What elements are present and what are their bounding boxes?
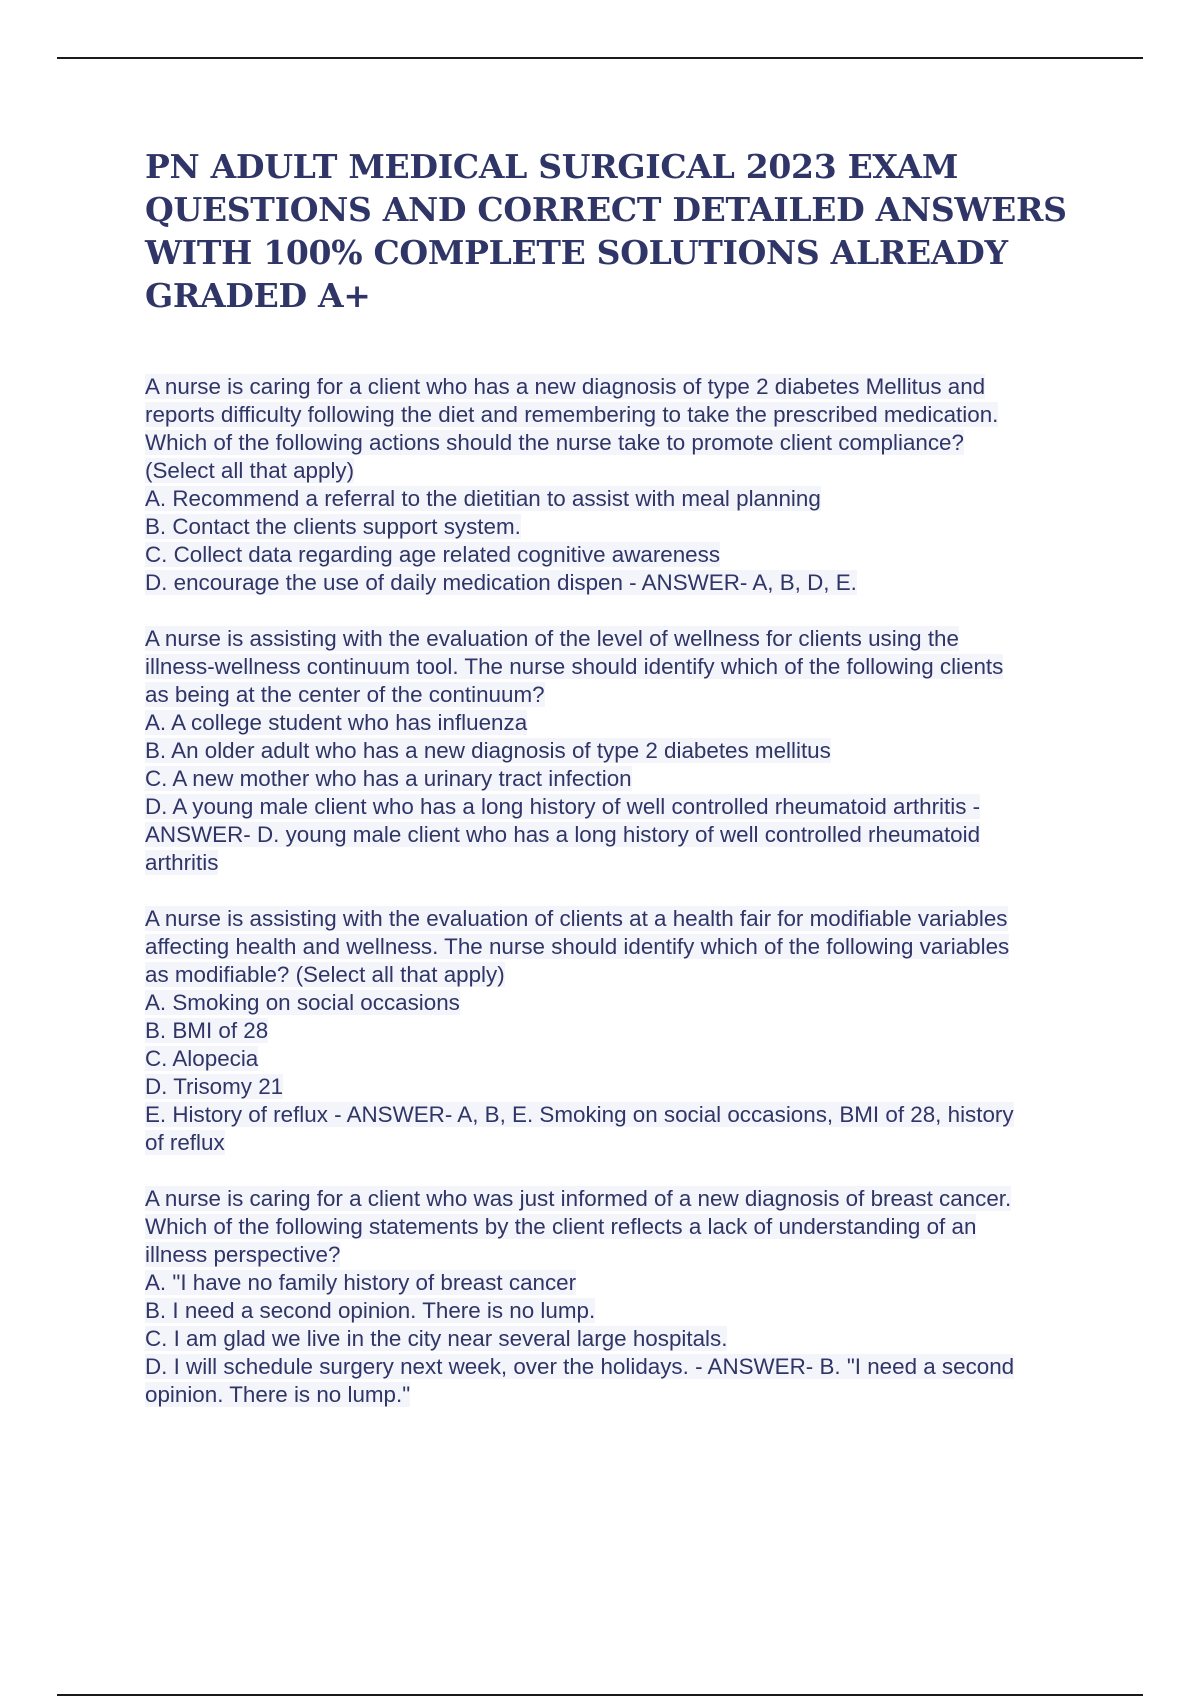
title-line: WITH 100% COMPLETE SOLUTIONS ALREADY bbox=[145, 233, 1008, 272]
answer-option: C. A new mother who has a urinary tract infection bbox=[145, 766, 632, 791]
question-line: as modifiable? (Select all that apply) bbox=[145, 962, 505, 987]
answer-option: A. A college student who has influenza bbox=[145, 710, 528, 735]
question-line: A nurse is caring for a client who has a new diagnosis of type 2 diabetes Mellitus and bbox=[145, 374, 986, 399]
question-line: A nurse is caring for a client who was just informed of a new diagnosis of breast cancer. bbox=[145, 1186, 1012, 1211]
page-title bbox=[145, 145, 1105, 317]
question-list bbox=[145, 373, 1095, 1437]
answer-option: B. An older adult who has a new diagnosis of type 2 diabetes mellitus bbox=[145, 738, 831, 763]
answer-option: B. Contact the clients support system. bbox=[145, 514, 521, 539]
question-line: as being at the center of the continuum? bbox=[145, 682, 545, 707]
bottom-rule bbox=[57, 1694, 1143, 1696]
title-line: GRADED A+ bbox=[145, 276, 371, 315]
answer-key-line: of reflux bbox=[145, 1130, 225, 1155]
answer-option: C. Alopecia bbox=[145, 1046, 259, 1071]
question-line: Which of the following statements by the client reflects a lack of understanding of an bbox=[145, 1214, 977, 1239]
question-block-1 bbox=[145, 373, 1095, 597]
title-line: PN ADULT MEDICAL SURGICAL 2023 EXAM bbox=[145, 147, 959, 186]
answer-key-line: D. encourage the use of daily medication dispen - ANSWER- A, B, D, E. bbox=[145, 570, 857, 595]
answer-key-line: ANSWER- D. young male client who has a long history of well controlled rheumatoid bbox=[145, 822, 981, 847]
question-block-2 bbox=[145, 625, 1095, 877]
answer-option: D. Trisomy 21 bbox=[145, 1074, 284, 1099]
answer-option: D. A young male client who has a long history of well controlled rheumatoid arthritis - bbox=[145, 794, 981, 819]
top-rule bbox=[57, 57, 1143, 59]
answer-option: A. Smoking on social occasions bbox=[145, 990, 460, 1015]
answer-key-line: D. I will schedule surgery next week, over the holidays. - ANSWER- B. "I need a second bbox=[145, 1354, 1015, 1379]
question-line: A nurse is assisting with the evaluation of the level of wellness for clients using the bbox=[145, 626, 959, 651]
question-line: Which of the following actions should the nurse take to promote client compliance? bbox=[145, 430, 964, 455]
question-line: (Select all that apply) bbox=[145, 458, 355, 483]
answer-option: A. Recommend a referral to the dietitian to assist with meal planning bbox=[145, 486, 821, 511]
question-block-4 bbox=[145, 1185, 1095, 1409]
answer-option: A. "I have no family history of breast cancer bbox=[145, 1270, 577, 1295]
question-line: reports difficulty following the diet and remembering to take the prescribed medication. bbox=[145, 402, 999, 427]
answer-key-line: opinion. There is no lump." bbox=[145, 1382, 411, 1407]
question-line: A nurse is assisting with the evaluation of clients at a health fair for modifiable variables bbox=[145, 906, 1008, 931]
question-line: affecting health and wellness. The nurse should identify which of the following variables bbox=[145, 934, 1010, 959]
answer-option: C. I am glad we live in the city near several large hospitals. bbox=[145, 1326, 728, 1351]
answer-option: B. I need a second opinion. There is no lump. bbox=[145, 1298, 596, 1323]
question-block-3 bbox=[145, 905, 1095, 1157]
title-line: QUESTIONS AND CORRECT DETAILED ANSWERS bbox=[145, 190, 1067, 229]
answer-key-line: E. History of reflux - ANSWER- A, B, E. Smoking on social occasions, BMI of 28, history bbox=[145, 1102, 1014, 1127]
answer-option: B. BMI of 28 bbox=[145, 1018, 269, 1043]
question-line: illness perspective? bbox=[145, 1242, 341, 1267]
answer-option: C. Collect data regarding age related cognitive awareness bbox=[145, 542, 721, 567]
answer-key-line: arthritis bbox=[145, 850, 219, 875]
question-line: illness-wellness continuum tool. The nurse should identify which of the following clients bbox=[145, 654, 1004, 679]
